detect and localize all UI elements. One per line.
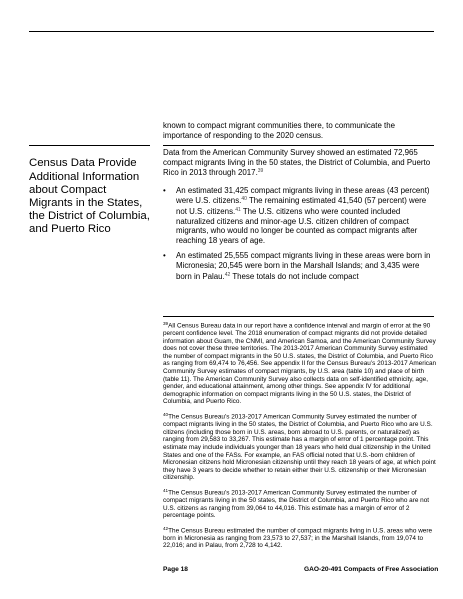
- footnote-ref: 39: [257, 168, 264, 175]
- footnote-number: 39: [163, 321, 169, 326]
- intro-text: Data from the American Community Survey showed an estimated 72,965 compact migrants living in the 50 states, the District of Columbia, and Puerto Rico in 2013 through 2017.: [163, 148, 431, 178]
- footnote-number: 42: [163, 525, 169, 531]
- report-identifier: GAO-20-491 Compacts of Free Association: [304, 566, 439, 573]
- section-heading: Census Data Provide Additional Information about Compact Migrants in the States, the District of Columbia, and Puerto Rico: [29, 157, 150, 235]
- bullet-text: An estimated 31,425 compact migrants living in these areas (43 percent) were U.S. citizens.: [176, 185, 430, 206]
- footnote: [163, 525, 437, 550]
- bullet-text: These totals do not include compact: [230, 271, 359, 281]
- footnote-text: The Census Bureau’s 2013-2017 American Community Survey estimated the number of compact migrants living in the 50 states, the District of Columbia, and Puerto Rico who are U.S. citizens (including those born in U.S. areas, born abroad to U.S. parents, or naturalized) as ranging from 29,583 to 33,267. This estimate has a margin of error of 1 percentage point. This estimate may include individuals younger than 18 years who held dual citizenship in the United States and one of the FASs. For example, an FAS official noted that U.S.-born children of Micronesian citizens hold Micronesian citizenship until they reach 18 years of age, at which point they have 3 years to decide whether to retain either their U.S. citizenship or their Micronesian citizenship.: [163, 413, 436, 482]
- bullet-text: The remaining estimated 41,540 (57 percent) were not U.S. citizens.: [176, 196, 427, 216]
- footnote-number: 40: [163, 412, 169, 418]
- footnote-ref: 41: [235, 206, 241, 213]
- bullet-item: [163, 251, 437, 281]
- footnote-text: The Census Bureau’s 2013-2017 American Community Survey estimated the number of compact migrants living in the 50 states, the District of Columbia, and Puerto Rico who are not U.S. citizens as ranging from 39,064 to 44,016. This estimate has a margin of error of 2 percentage points.: [163, 489, 430, 520]
- section-rule-right: [163, 145, 434, 146]
- page-number: Page 18: [163, 566, 188, 573]
- footnote: [163, 411, 437, 482]
- footnote: [163, 487, 437, 520]
- footnote-ref: 40: [241, 196, 247, 203]
- footnotes: [163, 320, 437, 555]
- bullet-icon: •: [163, 185, 166, 195]
- section-body: [163, 148, 437, 287]
- bullet-icon: •: [163, 251, 166, 261]
- bullet-text: The U.S. citizens who were counted included naturalized citizens and minor-age U.S. citizen children of compact migrants, who would no longer be counted as compact migrants after reaching 18 years of age.: [176, 206, 418, 245]
- footnote-number: 41: [163, 487, 169, 493]
- top-rule: [29, 31, 434, 32]
- section-rule-left: [29, 145, 150, 146]
- continued-paragraph: known to compact migrant communities there, to communicate the importance of responding to the 2020 census.: [163, 121, 395, 140]
- intro-paragraph: [163, 148, 437, 178]
- footnote-text: All Census Bureau data in our report have a confidence interval and margin of error at the 90 percent confidence level. The 2018 enumeration of compact migrants did not provide detailed information about Guam, the CNMI, and American Samoa, and the American Community Survey does not cover these three territories. The 2013-2017 American Community Survey estimated the number of compact migrants in the 50 U.S. states, the District of Columbia, and Puerto Rico as ranging from 69,474 to 76,456. See appendix II for the Census Bureau’s 2013-2017 American Community Survey estimates of compact migrants, by U.S. area (table 10) and place of birth (table 11). The American Community Survey also collects data on self-identified ethnicity, age, gender, and educational attainment, among other things. See appendix IV for additional demographic information on compact migrants living in the 50 U.S. states, the District of Columbia, and Puerto Rico.: [163, 322, 437, 406]
- bullet-list: [163, 186, 437, 281]
- bullet-item: [163, 186, 437, 246]
- footnote: [163, 320, 437, 406]
- footnote-rule: [163, 316, 434, 317]
- footnote-ref: 42: [224, 271, 231, 278]
- footnote-text: The Census Bureau estimated the number of compact migrants living in U.S. areas who were born in Micronesia as ranging from 23,573 to 27,537; in the Marshall Islands, from 19,074 to 22,016; and in Palau, from 2,728 to 4,142.: [163, 527, 433, 550]
- bullet-text: An estimated 25,555 compact migrants living in these areas were born in Micronesia; 20,545 were born in the Marshall Islands; and 3,435 were born in Palau.: [176, 251, 431, 281]
